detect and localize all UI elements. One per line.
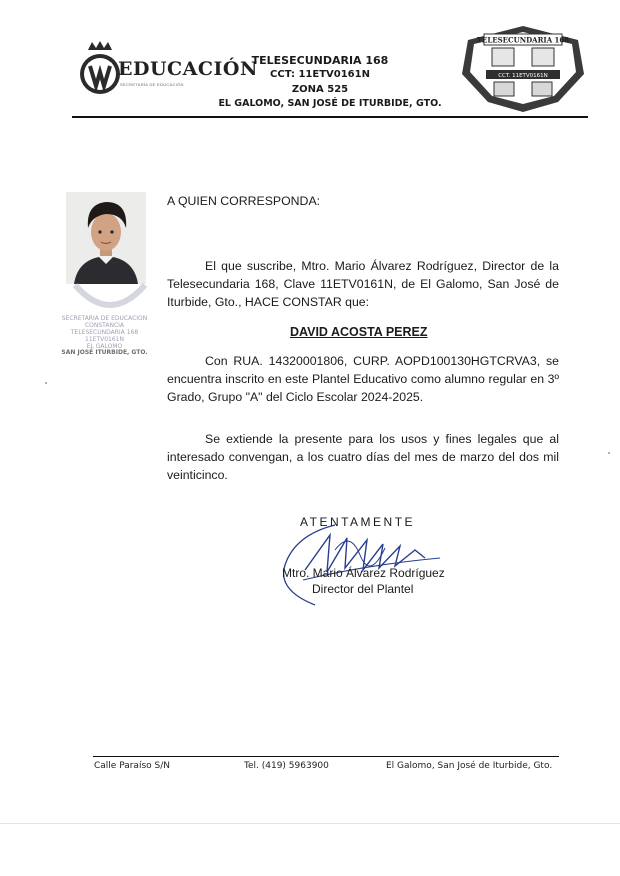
scan-speck	[608, 452, 610, 454]
seal-top-text: TELESECUNDARIA 168	[476, 35, 570, 45]
stamp-line: SAN JOSÉ ITURBIDE, GTO.	[61, 349, 148, 357]
logo-wordmark: EDUCACIÓN	[118, 58, 258, 80]
school-cct: CCT: 11ETV0161N	[270, 69, 370, 80]
intro-paragraph: El que suscribe, Mtro. Mario Álvarez Rodríguez, Director de la Telesecundaria 168, Clave 11ETV0161N, de El Galomo, San José de Iturbide, Gto., HACE CONSTAR que:	[167, 259, 559, 309]
salutation: A QUIEN CORRESPONDA:	[167, 194, 321, 208]
seal-band-text: CCT. 11ETV0161N	[498, 73, 548, 79]
school-name: TELESECUNDARIA 168	[251, 54, 389, 67]
header-rule	[72, 116, 588, 118]
footer-street: Calle Paraíso S/N	[94, 761, 170, 771]
stamp-line: 11ETV0161N	[85, 335, 124, 343]
student-photo	[66, 192, 146, 284]
student-name: DAVID ACOSTA PEREZ	[290, 325, 428, 339]
closing-word: ATENTAMENTE	[300, 515, 416, 529]
signer-name: Mtro. Mario Álvarez Rodríguez	[282, 566, 445, 580]
stamp-line: CONSTANCIA	[84, 321, 125, 329]
page-edge	[0, 823, 620, 824]
stamp-line: EL GALOMO	[86, 342, 123, 350]
student-portrait-icon	[66, 192, 146, 284]
scan-speck	[45, 382, 47, 384]
school-zone: ZONA 525	[291, 84, 349, 95]
enrollment-paragraph: Con RUA. 14320001806, CURP. AOPD100130HGTCRVA3, se encuentra inscrito en este Plantel Educativo como alumno regular en 3º Grado, Grupo "A" del Ciclo Escolar 2024-2025.	[167, 354, 559, 404]
footer-place: El Galomo, San José de Iturbide, Gto.	[386, 761, 553, 771]
school-emblem-icon	[458, 22, 588, 114]
signer-title: Director del Plantel	[312, 582, 414, 596]
footer-phone: Tel. (419) 5963900	[244, 761, 329, 771]
closing-paragraph: Se extiende la presente para los usos y fines legales que al interesado convengan, a los cuatro días del mes de marzo del dos mil veinticinco.	[167, 432, 559, 482]
stamp-arc-icon	[70, 280, 150, 320]
school-address: EL GALOMO, SAN JOSÉ DE ITURBIDE, GTO.	[218, 98, 442, 109]
school-stamp	[42, 316, 167, 357]
stamp-line: TELESECUNDARIA 168	[70, 328, 139, 336]
logo-subtitle: SECRETARÍA DE EDUCACIÓN	[120, 82, 184, 87]
stamp-line: SECRETARÍA DE EDUCACIÓN	[61, 315, 148, 322]
school-seal	[458, 22, 588, 114]
footer-rule	[93, 756, 559, 757]
